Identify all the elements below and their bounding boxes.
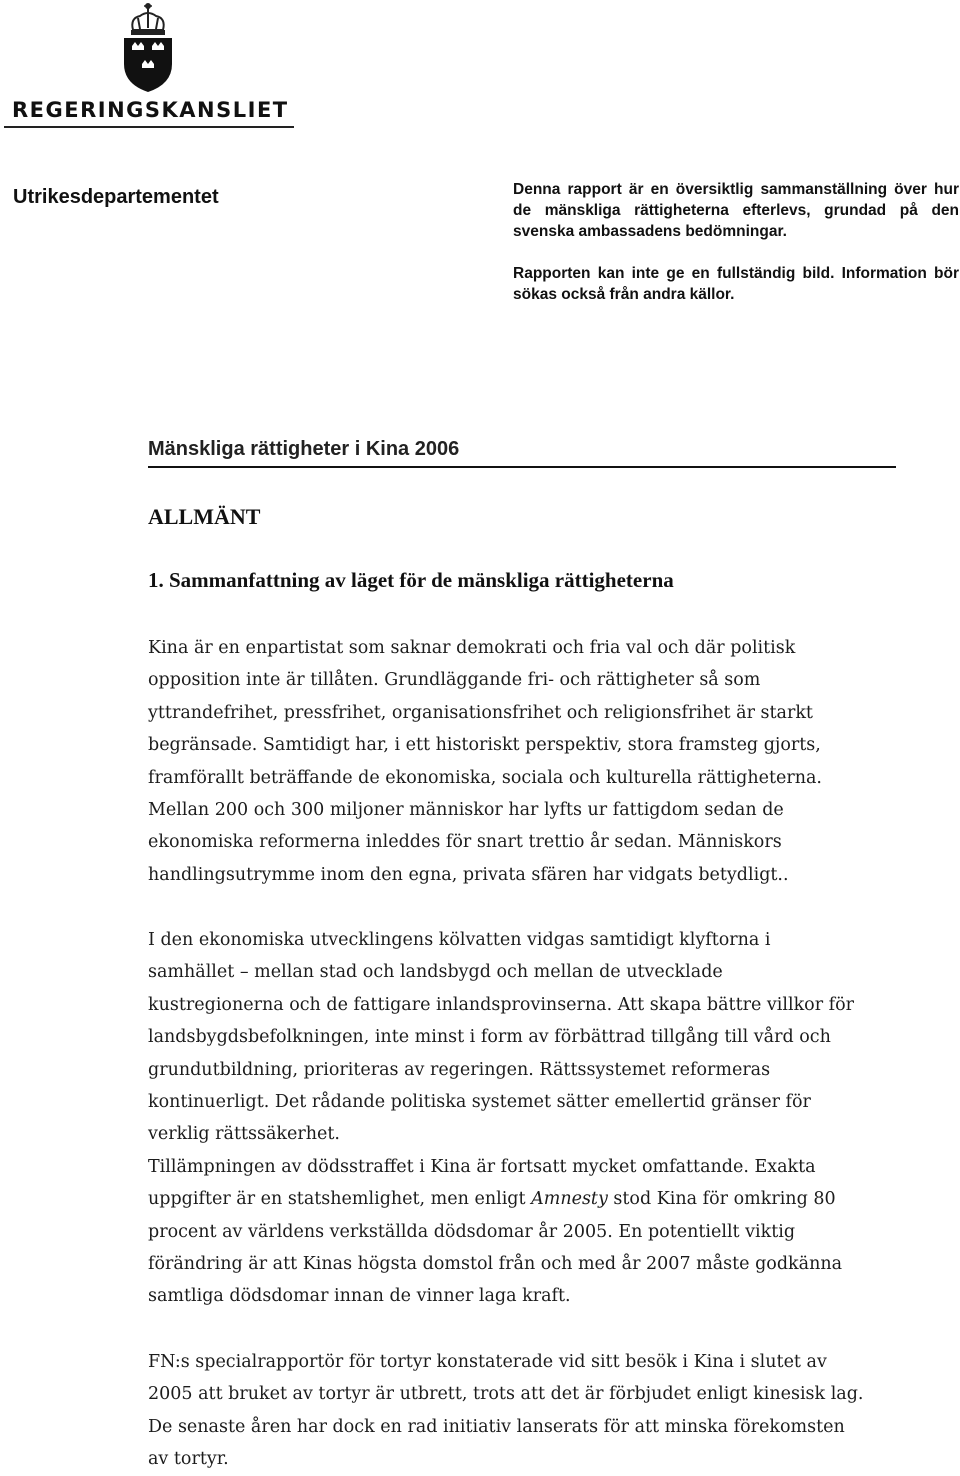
text-line: kustregionerna och de fattigare inlandsprovinserna. Att skapa bättre villkor för: [148, 994, 855, 1015]
text-line: procent av världens verkställda dödsdomar år 2005. En potentiellt viktig: [148, 1221, 796, 1242]
text-line: kontinuerligt. Det rådande politiska systemet sätter emellertid gränser för: [148, 1092, 811, 1113]
text-line: handlingsutrymme inom den egna, privata sfären har vidgats betydligt..: [148, 864, 789, 885]
text-line: samtliga dödsdomar innan de vinner laga kraft.: [148, 1286, 571, 1307]
text-line: av tortyr.: [148, 1449, 229, 1470]
text-line-amnesty: [148, 1183, 908, 1215]
text-line: samhället – mellan stad och landsbygd och mellan de utvecklade: [148, 962, 723, 983]
body-paragraph-summary: [148, 632, 908, 891]
logo-rule: [4, 126, 294, 128]
section-heading: ALLMÄNT: [148, 504, 261, 529]
title-underline: [148, 466, 896, 468]
text-line: verklig rättssäkerhet.: [148, 1124, 340, 1145]
body-paragraph-torture: [148, 1346, 908, 1476]
disclaimer-paragraph: Rapporten kan inte ge en fullständig bild. Information bör sökas också från andra källor.: [513, 265, 959, 303]
government-logo: [0, 0, 300, 135]
text-line: De senaste åren har dock en rad initiativ lanserats för att minska förekomsten: [148, 1416, 845, 1437]
subsection-heading: 1. Sammanfattning av läget för de mänskliga rättigheterna: [148, 568, 674, 592]
text-line: ekonomiska reformerna inleddes för snart trettio år sedan. Människors: [148, 832, 782, 853]
text-fragment: uppgifter är en statshemlighet, men enligt: [148, 1189, 532, 1210]
coat-of-arms-icon: [118, 2, 178, 94]
text-line: Tillämpningen av dödsstraffet i Kina är fortsatt mycket omfattande. Exakta: [148, 1156, 816, 1177]
text-line: FN:s specialrapportör för tortyr konstaterade vid sitt besök i Kina i slutet av: [148, 1352, 827, 1372]
emphasis-amnesty: Amnesty: [531, 1189, 608, 1210]
text-line: framförallt beträffande de ekonomiska, sociala och kulturella rättigheterna.: [148, 767, 822, 788]
text-line: I den ekonomiska utvecklingens kölvatten vidgas samtidigt klyftorna i: [148, 930, 771, 950]
text-line: Mellan 200 och 300 miljoner människor har lyfts ur fattigdom sedan de: [148, 800, 784, 821]
text-line: Kina är en enpartistat som saknar demokrati och fria val och där politisk: [148, 638, 796, 658]
text-line: yttrandefrihet, pressfrihet, organisationsfrihet och religionsfrihet är starkt: [148, 702, 813, 723]
text-fragment: stod Kina för omkring 80: [607, 1189, 836, 1210]
text-line: förändring är att Kinas högsta domstol från och med år 2007 måste godkänna: [148, 1254, 843, 1275]
document-title: Mänskliga rättigheter i Kina 2006: [148, 438, 460, 460]
text-line: begränsade. Samtidigt har, i ett historiskt perspektiv, stora framsteg gjorts,: [148, 735, 821, 756]
logo-wordmark: REGERINGSKANSLIET: [12, 98, 289, 122]
text-line: 2005 att bruket av tortyr är utbrett, trots att det är förbjudet enligt kinesisk lag.: [148, 1384, 864, 1405]
text-line: grundutbildning, prioriteras av regeringen. Rättssystemet reformeras: [148, 1059, 771, 1080]
text-line: landsbygdsbefolkningen, inte minst i form av förbättrad tillgång till vård och: [148, 1027, 831, 1048]
text-line: opposition inte är tillåten. Grundläggande fri- och rättigheter så som: [148, 670, 761, 691]
report-disclaimer: [513, 179, 959, 305]
disclaimer-paragraph: Denna rapport är en översiktlig sammanställning över hur de mänskliga rättigheterna efterlevs, grundad på den svenska ambassadens bedömningar.: [513, 181, 959, 240]
department-name: Utrikesdepartementet: [13, 186, 219, 208]
body-paragraph-economy: [148, 924, 908, 1313]
